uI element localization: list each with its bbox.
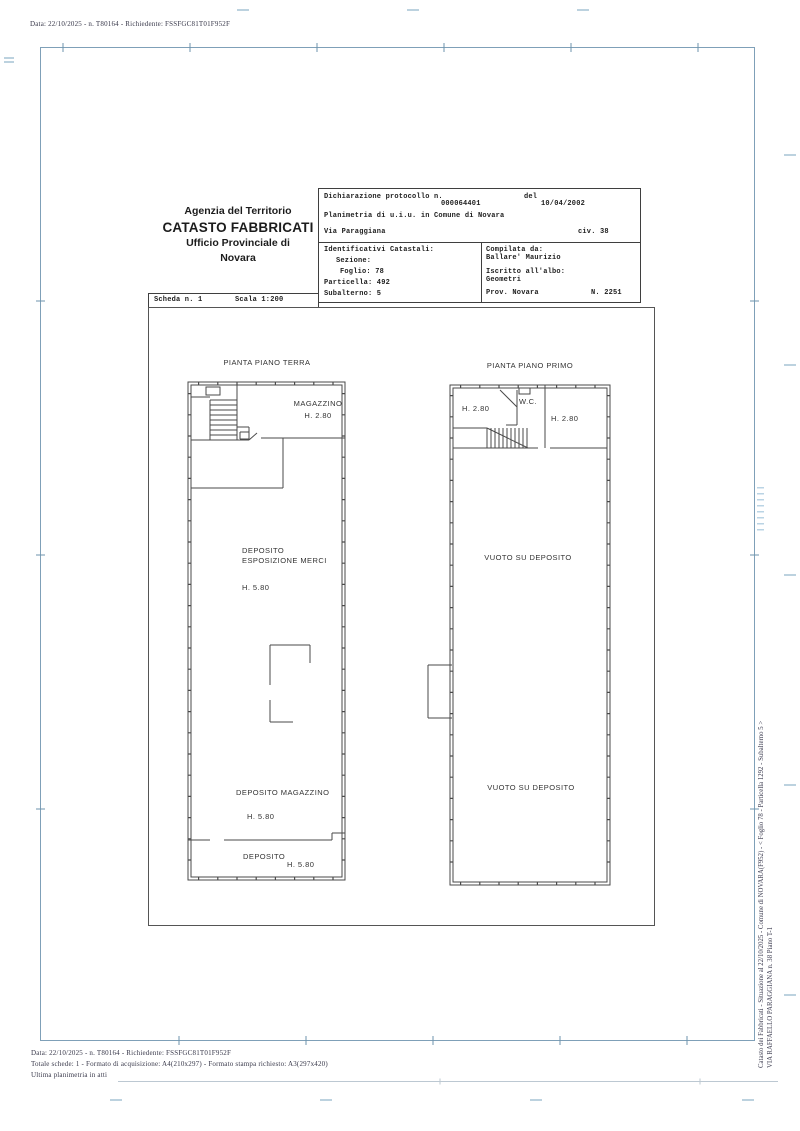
civic-number: civ. 38 [578,228,609,236]
void-label-upper: VUOTO SU DEPOSITO [484,553,572,562]
side-caption [758,721,775,1068]
object-line: Planimetria di u.i.u. in Comune di Novara [324,212,505,220]
agency-line3: Ufficio Provinciale di [186,237,290,249]
particella-field: Particella: 492 [324,279,391,287]
protocol-del-label: del [524,193,538,201]
room-label-wc: W.C. [519,397,538,406]
top-margin-text: Data: 22/10/2025 - n. T80164 - Richiedente: FSSFGC81T01F952F [30,20,231,28]
room-height-deposito-magazzino: H. 5.80 [247,812,275,821]
subalterno-field: Subalterno: 5 [324,290,382,298]
ground-floor-partitions [188,382,345,840]
agency-line1: Agenzia del Territorio [184,205,292,217]
scale-value: Scala 1:200 [235,296,284,304]
first-floor-outline [450,385,610,885]
albo-label: Iscritto all'albo: [486,268,566,276]
bottom-margin-line2: Totale schede: 1 - Formato di acquisizione: A4(210x297) - Formato stampa richiesto: A3(297x420) [31,1060,328,1068]
side-caption-line1: Catasto dei Fabbricati - Situazione al 22/10/2025 - Comune di NOVARA(F952) - < Foglio 78 - Particella 1292 - Subalterno 5 > [758,720,765,1068]
bottom-margin-line1: Data: 22/10/2025 - n. T80164 - Richiedente: FSSFGC81T01F952F [31,1049,232,1057]
ground-floor-outline [188,382,345,880]
sezione-field: Sezione: [336,257,372,265]
identifiers-divider [481,243,482,302]
floorplan-drawing [148,307,655,925]
protocol-label: Dichiarazione protocollo n. [324,193,443,201]
edge-watermark [757,487,764,533]
declaration-box [318,188,641,243]
sheet-number: Scheda n. 1 [154,296,203,304]
foglio-field: Foglio: 78 [340,268,385,276]
compiled-by-label: Compilata da: [486,246,544,254]
ground-floor-title: PIANTA PIANO TERRA [223,358,311,367]
room-height-first-left: H. 2.80 [462,404,490,413]
room-label-deposito: DEPOSITO [243,852,286,861]
protocol-number: 000064401 [441,200,481,208]
room-height-deposito-esposizione: H. 5.80 [242,583,270,592]
room-label-deposito-esposizione-1: DEPOSITO [242,546,285,555]
bottom-rule [118,1079,778,1085]
identifiers-title: Identificativi Catastali: [324,246,435,254]
first-floor-partitions [428,385,607,718]
void-label-lower: VUOTO SU DEPOSITO [487,783,575,792]
albo-value: Geometri [486,276,522,284]
sheet-scale-box [148,293,319,308]
chimney-block [206,387,220,395]
stair-hatching [487,428,528,448]
wc-fixture [519,388,530,394]
room-height-deposito: H. 5.80 [287,860,315,869]
protocol-date: 10/04/2002 [541,200,586,208]
room-height-magazzino: H. 2.80 [304,411,332,420]
street-name: Via Paraggiana [324,228,386,236]
agency-line4: Novara [220,252,256,264]
room-label-deposito-esposizione-2: ESPOSIZIONE MERCI [242,556,327,565]
first-floor-title: PIANTA PIANO PRIMO [486,361,574,370]
bottom-margin-line3: Ultima planimetria in atti [31,1071,108,1079]
side-caption-line2: VIA RAFFAELLO PARAGGIANA n. 38 Piano T-1 [766,926,774,1068]
compiled-by-name: Ballare' Maurizio [486,254,561,262]
room-label-magazzino: MAGAZZINO [293,399,343,408]
province-field: Prov. Novara [486,289,539,297]
cadastral-identifiers-box [318,242,641,303]
agency-line2: CATASTO FABBRICATI [162,220,314,235]
registry-number: N. 2251 [591,289,622,297]
agency-header [150,204,326,266]
room-height-first-right: H. 2.80 [551,414,579,423]
room-label-deposito-magazzino: DEPOSITO MAGAZZINO [236,788,330,797]
